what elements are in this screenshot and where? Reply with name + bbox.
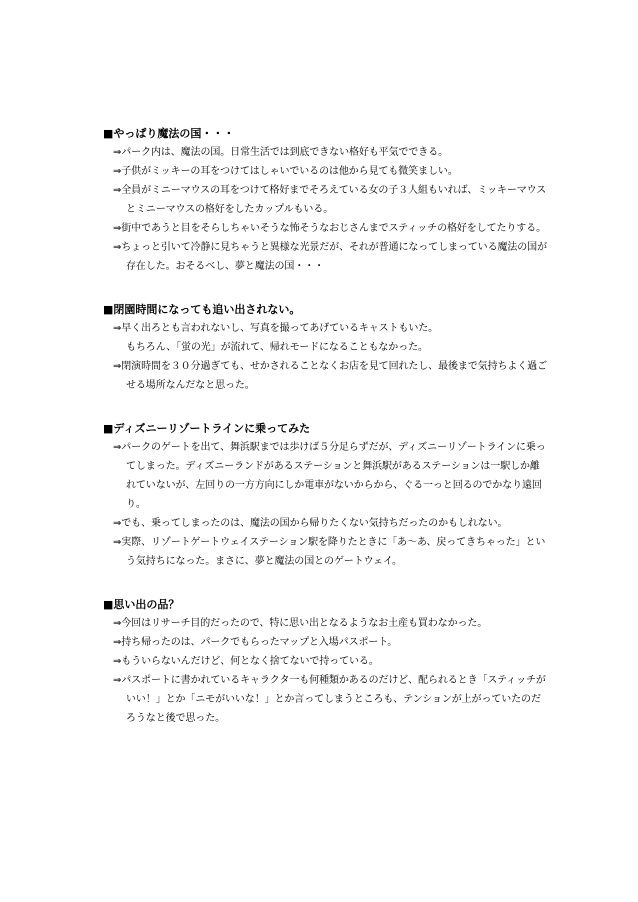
section-magic-kingdom <box>103 124 548 276</box>
list-item: ⇒パーク内は、魔法の国。日常生活では到底できない格好も平気でできる。 <box>113 147 448 158</box>
list-item: ⇒早く出ろとも言われないし、写真を撮ってあげているキャストもいた。 <box>113 323 439 334</box>
list-item: ⇒もういらないんだけど、何となく捨てないで持っている。 <box>113 656 379 667</box>
list-item: ⇒実際、リゾートゲートウェイステーション駅を降りたときに「あ～あ、戻ってきちゃった」という気持ちになった。まさに、夢と魔法の国とのゲートウェイ。 <box>113 537 546 567</box>
section-souvenirs <box>103 595 548 728</box>
section-heading: ■ディズニーリゾートラインに乗ってみた <box>103 422 311 435</box>
list-item: ⇒持ち帰ったのは、パークでもらったマップと入場パスポート。 <box>113 637 398 648</box>
list-item: ⇒パークのゲートを出て、舞浜駅までは歩けば５分足らずだが、ディズニーリゾートラインに乗ってしまった。ディズニーランドがあるステーションと舞浜駅があるステーションは一駅しか離れていないが、左回りの一方方向にしか電車がないからから、ぐる一っと回るのでかなり遠回り。 <box>113 442 546 510</box>
section-heading: ■思い出の品？ <box>103 598 180 611</box>
section-closing-time <box>103 300 548 395</box>
document-body <box>103 124 548 752</box>
list-item: ⇒全員がミニーマウスの耳をつけて格好までそろえている女の子３人組もいれば、ミッキーマウスとミニーマウスの格好をしたカップルもいる。 <box>113 185 547 215</box>
list-item: ⇒パスポートに書かれているキャラクタ一も何種類かあるのだけど、配られるとき「スティッチがいい！」とか「ニモがいいな！」とか言ってしまうところも、テンションが上がっていたのだろうなと後で思った。 <box>113 675 546 724</box>
list-item: ⇒でも、乗ってしまったのは、魔法の国から帰りたくない気持ちだったのかもしれない。 <box>113 518 508 529</box>
list-item: ⇒今回はリサーチ目的だったので、特に思い出となるようなお土産も買わなかった。 <box>113 618 488 629</box>
list-item: もちろん、「蛍の光」が流れて、帰れモードになることもなかった。 <box>126 342 428 353</box>
list-item: ⇒子供がミッキーの耳をつけてはしゃいでいるのは他から見ても微笑ましい。 <box>113 166 458 177</box>
section-resort-line <box>103 419 548 571</box>
list-item: ⇒閉演時間を３０分過ぎても、せかされることなくお店を見て回れたし、最後まで気持ちよく過ごせる場所なんだなと思った。 <box>113 361 547 391</box>
list-item: ⇒街中であうと目をそらしちゃいそうな怖そうなおじさんまでスティッチの格好をしてたりする。 <box>113 223 546 234</box>
section-heading: ■やっぱり魔法の国・・・ <box>103 127 235 140</box>
list-item: ⇒ちょっと引いて冷静に見ちゃうと異様な光景だが、それが普通になってしまっている魔法の国が存在した。おそるべし、夢と魔法の国・・・ <box>113 242 547 272</box>
section-heading: ■閉園時間になっても追い出されない。 <box>103 303 301 316</box>
